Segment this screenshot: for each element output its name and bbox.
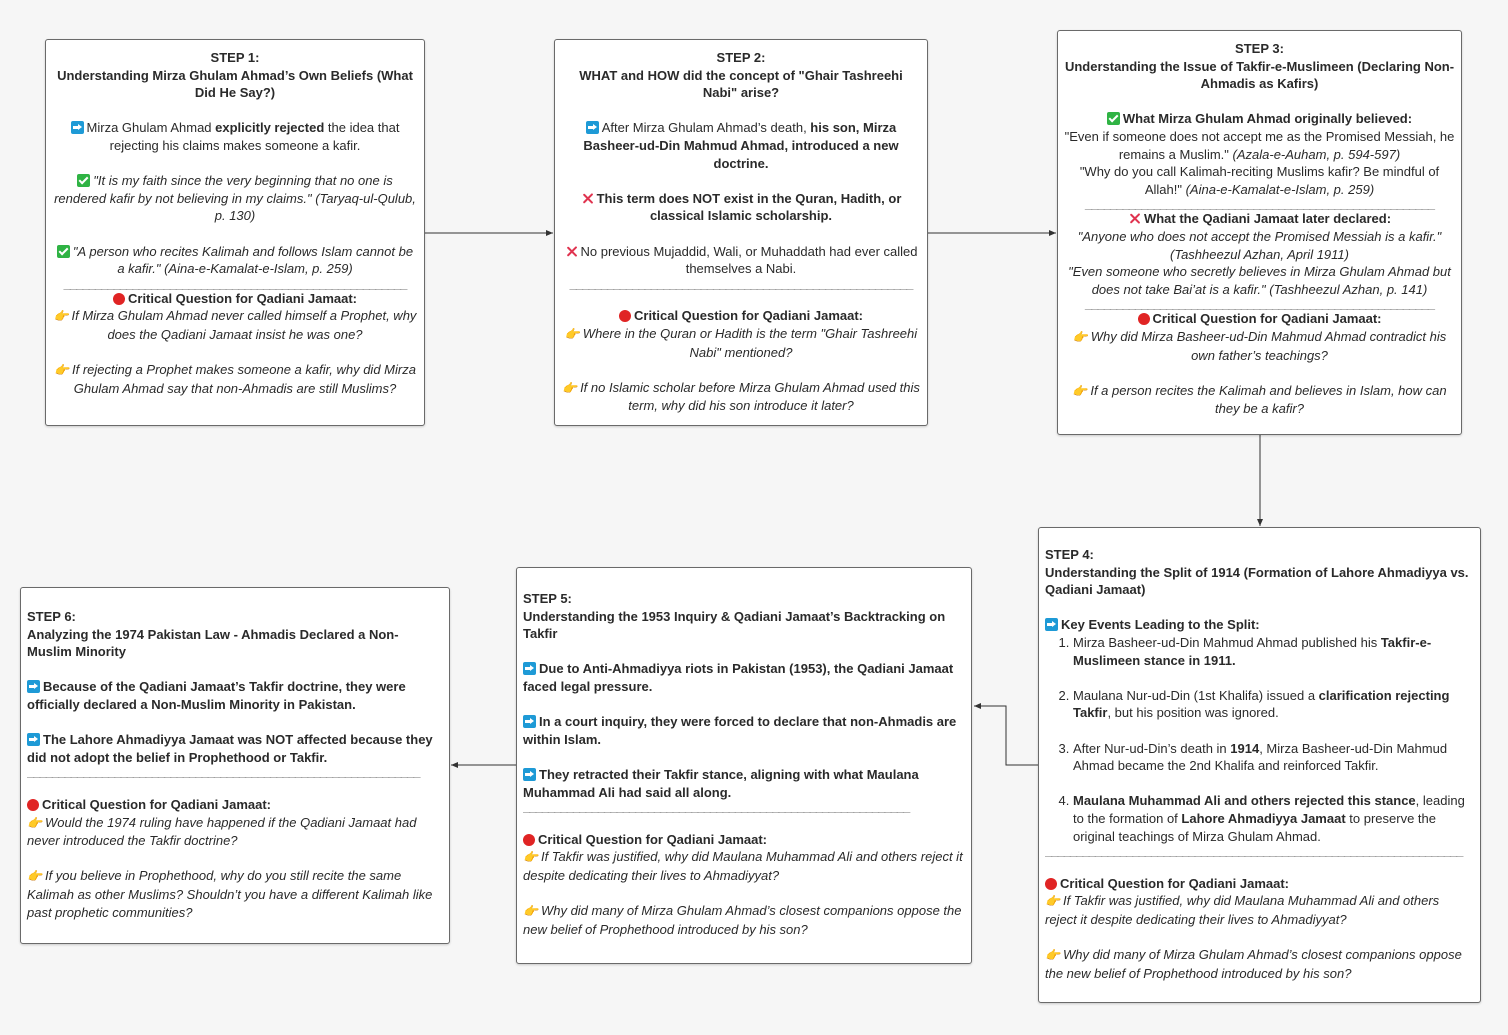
step4-event-1: 1. Mirza Basheer-ud-Din Mahmud Ahmad published his Takfir-e-Muslimeen stance in 1911. <box>1073 634 1474 669</box>
check-icon <box>1107 112 1120 125</box>
step1-critical-heading: Critical Question for Qadiani Jamaat: <box>52 290 418 308</box>
step2-point-2: This term does NOT exist in the Quran, Hadith, or classical Islamic scholarship. <box>561 190 921 225</box>
step5-question-2: 👉 Why did many of Mirza Ghulam Ahmad’s closest companions oppose the new belief of Prophethood introduced by his son? <box>523 903 962 937</box>
pointing-hand-icon: 👉 <box>27 815 42 830</box>
cross-mark-icon <box>581 192 594 205</box>
arrow-icon <box>586 121 599 134</box>
divider: ______________________________________________________________ <box>523 801 910 814</box>
step2-title: WHAT and HOW did the concept of "Ghair Tashreehi Nabi" arise? <box>579 67 903 101</box>
step1-question-1: 👉 If Mirza Ghulam Ahmad never called himself a Prophet, why does the Qadiani Jamaat insist he was one? <box>53 308 417 342</box>
step3-title: Understanding the Issue of Takfir-e-Muslimeen (Declaring Non-Ahmadis as Kafirs) <box>1064 58 1455 92</box>
pointing-hand-icon: 👉 <box>27 869 42 884</box>
red-circle-icon <box>523 834 535 846</box>
step2-point-3: No previous Mujaddid, Wali, or Muhaddath had ever called themselves a Nabi. <box>561 243 921 278</box>
red-circle-icon <box>113 293 125 305</box>
step6-label: STEP 6: <box>27 609 76 624</box>
step3-declared-heading: What the Qadiani Jamaat later declared: <box>1064 210 1455 228</box>
step4-event-4: 4. Maulana Muhammad Ali and others rejected this stance, leading to the formation of Lahore Ahmadiyya Jamaat to preserve the original teachings of Mirza Ghulam Ahmad. <box>1073 792 1474 845</box>
step3-belief-2: "Why do you call Kalimah-reciting Muslims kafir? Be mindful of Allah!" (Aina-e-Kamalat-e-Islam, p. 259) <box>1079 164 1440 197</box>
step2-question-1: 👉 Where in the Quran or Hadith is the term "Ghair Tashreehi Nabi" mentioned? <box>564 325 918 360</box>
pointing-hand-icon: 👉 <box>523 904 538 919</box>
step3-belief-1: "Even if someone does not accept me as the Promised Messiah, he remains a Muslim." (Azala-e-Auham, p. 594-597) <box>1064 128 1455 162</box>
step6-question-2: 👉 If you believe in Prophethood, why do you still recite the same Kalimah as other Muslims? Shouldn’t you have a different Kalimah like past prophetic communities? <box>27 868 433 920</box>
red-circle-icon <box>1045 878 1057 890</box>
step3-card[interactable] <box>1057 30 1462 435</box>
step3-label: STEP 3: <box>1235 41 1284 56</box>
pointing-hand-icon: 👉 <box>564 326 580 341</box>
step2-label: STEP 2: <box>716 50 766 65</box>
step1-label: STEP 1: <box>210 50 260 65</box>
step4-critical-heading: Critical Question for Qadiani Jamaat: <box>1045 875 1474 893</box>
pointing-hand-icon: 👉 <box>54 363 69 378</box>
step4-label: STEP 4: <box>1045 547 1094 562</box>
arrow-icon <box>523 715 536 728</box>
step2-critical-heading: Critical Question for Qadiani Jamaat: <box>561 307 921 325</box>
check-icon <box>57 245 70 258</box>
red-circle-icon <box>1138 313 1150 325</box>
step6-point-2: The Lahore Ahmadiyya Jamaat was NOT affected because they did not adopt the belief in Prophethood or Takfir. <box>27 732 433 765</box>
pointing-hand-icon: 👉 <box>1072 329 1088 344</box>
red-circle-icon <box>619 310 631 322</box>
step5-title: Understanding the 1953 Inquiry & Qadiani Jamaat’s Backtracking on Takfir <box>523 608 946 642</box>
step1-point-1: Mirza Ghulam Ahmad explicitly rejected the idea that rejecting his claims makes someone a kafir. <box>52 119 418 154</box>
pointing-hand-icon: 👉 <box>1045 948 1060 963</box>
step3-question-2: 👉 If a person recites the Kalimah and believes in Islam, how can they be a kafir? <box>1072 382 1447 417</box>
divider: ___________________________________________________________________ <box>1045 845 1463 858</box>
step6-question-1: 👉 Would the 1974 ruling have happened if the Qadiani Jamaat had never introduced the Takfir doctrine? <box>27 814 417 849</box>
arrow-icon <box>523 662 536 675</box>
step4-event-2: 2. Maulana Nur-ud-Din (1st Khalifa) issued a clarification rejecting Takfir, but his position was ignored. <box>1073 687 1474 722</box>
pointing-hand-icon: 👉 <box>53 309 69 324</box>
red-circle-icon <box>27 799 39 811</box>
arrow-icon <box>27 733 40 746</box>
step5-label: STEP 5: <box>523 591 572 606</box>
pointing-hand-icon: 👉 <box>523 850 538 865</box>
cross-mark-icon <box>565 245 578 258</box>
step4-question-1: 👉 If Takfir was justified, why did Maulana Muhammad Ali and others reject it despite dedicating their lives to Ahmadiyyat? <box>1045 893 1440 927</box>
step2-question-2: 👉 If no Islamic scholar before Mirza Ghulam Ahmad used this term, why did his son introduce it later? <box>562 379 920 414</box>
arrow-icon <box>27 680 40 693</box>
step6-title: Analyzing the 1974 Pakistan Law - Ahmadis Declared a Non-Muslim Minority <box>27 626 399 660</box>
step3-believed-heading: What Mirza Ghulam Ahmad originally believed: <box>1064 110 1455 128</box>
divider: ________________________________________________________ <box>1085 198 1434 211</box>
step5-point-1: Due to Anti-Ahmadiyya riots in Pakistan (1953), the Qadiani Jamaat faced legal pressure. <box>523 661 954 694</box>
arrow-icon <box>71 121 84 134</box>
step4-title: Understanding the Split of 1914 (Formation of Lahore Ahmadiyya vs. Qadiani Jamaat) <box>1045 564 1469 598</box>
step5-card[interactable] <box>516 567 972 964</box>
step5-point-2: In a court inquiry, they were forced to declare that non-Ahmadis are within Islam. <box>523 714 957 747</box>
step3-declared-1: "Anyone who does not accept the Promised Messiah is a kafir." (Tashheezul Azhan, April 1911) <box>1077 228 1442 262</box>
step6-critical-heading: Critical Question for Qadiani Jamaat: <box>27 796 443 814</box>
cross-mark-icon <box>1128 212 1141 225</box>
divider: ________________________________________________________ <box>1085 298 1434 311</box>
step3-critical-heading: Critical Question for Qadiani Jamaat: <box>1064 310 1455 328</box>
step1-card[interactable] <box>45 39 425 426</box>
pointing-hand-icon: 👉 <box>1045 894 1060 909</box>
step5-question-1: 👉 If Takfir was justified, why did Maulana Muhammad Ali and others reject it despite dedicating their lives to Ahmadiyyat? <box>523 849 963 883</box>
step3-question-1: 👉 Why did Mirza Basheer-ud-Din Mahmud Ahmad contradict his own father’s teachings? <box>1072 328 1447 363</box>
step1-title: Understanding Mirza Ghulam Ahmad’s Own Beliefs (What Did He Say?) <box>57 67 413 101</box>
step4-card[interactable] <box>1038 527 1481 1003</box>
step2-card[interactable] <box>554 39 928 426</box>
connector-step4-step5 <box>974 706 1038 765</box>
step4-events-heading: Key Events Leading to the Split: <box>1045 616 1474 634</box>
pointing-hand-icon: 👉 <box>562 380 578 395</box>
arrow-icon <box>1045 618 1058 631</box>
divider: _______________________________________________________ <box>569 277 913 290</box>
step2-point-1: After Mirza Ghulam Ahmad’s death, his son, Mirza Basheer-ud-Din Mahmud Ahmad, introduced a new doctrine. <box>583 120 899 171</box>
pointing-hand-icon: 👉 <box>1072 383 1088 398</box>
check-icon <box>77 174 90 187</box>
divider: _______________________________________________________ <box>63 277 407 290</box>
step5-point-3: They retracted their Takfir stance, aligning with what Maulana Muhammad Ali had said all along. <box>523 766 919 800</box>
step1-question-2: 👉 If rejecting a Prophet makes someone a kafir, why did Mirza Ghulam Ahmad say that non-Ahmadis are still Muslims? <box>54 362 416 396</box>
step4-question-2: 👉 Why did many of Mirza Ghulam Ahmad’s closest companions oppose the new belief of Prophethood introduced by his son? <box>1045 947 1462 981</box>
step6-point-1: Because of the Qadiani Jamaat’s Takfir doctrine, they were officially declared a Non-Muslim Minority in Pakistan. <box>27 679 406 712</box>
step5-critical-heading: Critical Question for Qadiani Jamaat: <box>523 831 965 849</box>
step4-events-list <box>1045 634 1474 845</box>
step6-card[interactable] <box>20 587 450 944</box>
step4-event-3: 3. After Nur-ud-Din’s death in 1914, Mirza Basheer-ud-Din Mahmud Ahmad became the 2nd Khalifa and reinforced Takfir. <box>1073 740 1474 775</box>
arrow-icon <box>523 768 536 781</box>
step3-declared-2: "Even someone who secretly believes in Mirza Ghulam Ahmad but does not take Bai’at is a kafir." (Tashheezul Azhan, p. 141) <box>1068 264 1451 297</box>
divider: _______________________________________________________________ <box>27 766 420 779</box>
step1-quote-1: "It is my faith since the very beginning that no one is rendered kafir by not believing in my claims." (Taryaq-ul-Qulub, p. 130) <box>54 173 416 224</box>
step1-quote-2: "A person who recites Kalimah and follows Islam cannot be a kafir." (Aina-e-Kamalat-e-Islam, p. 259) <box>52 243 418 278</box>
